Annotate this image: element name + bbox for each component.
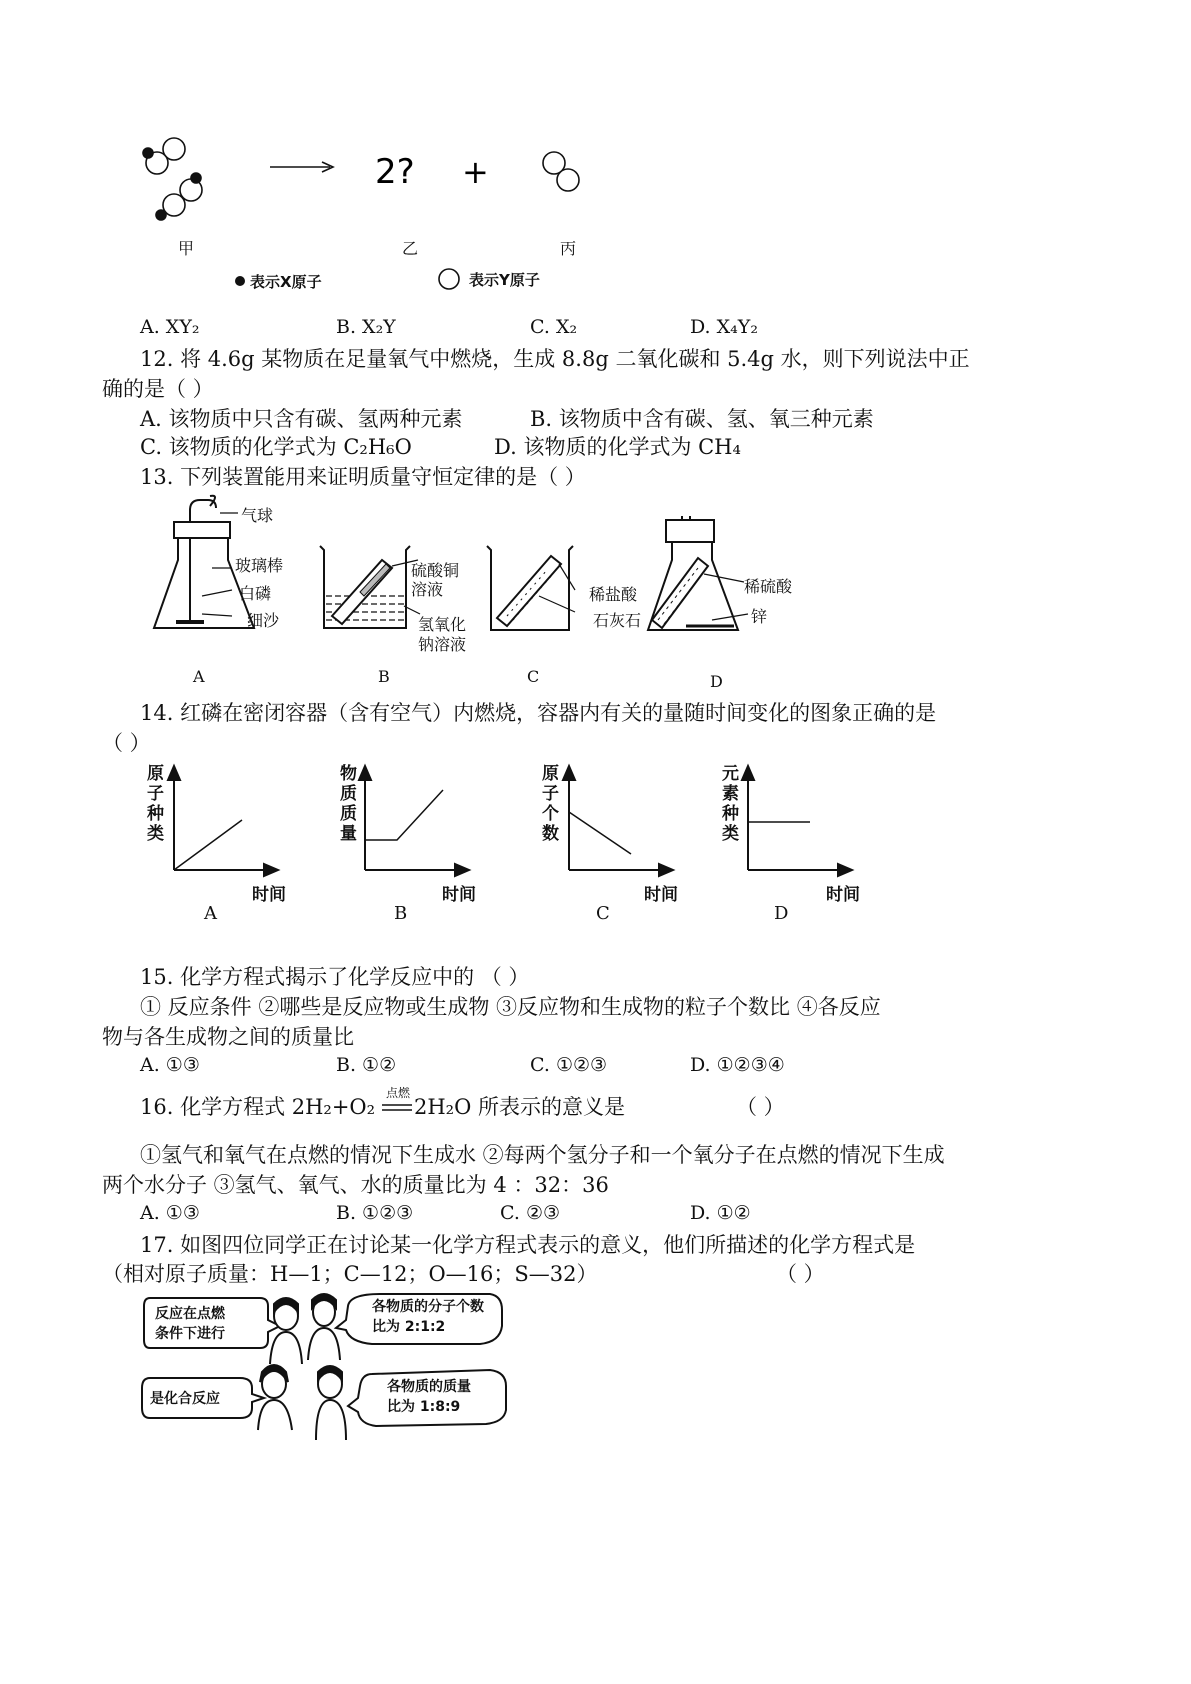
q12-stem-1: 12. 将 4.6g 某物质在足量氧气中燃烧，生成 8.8g 二氧化碳和 5.4g 水，则下列说法中正 [140,347,970,371]
q16-stem-eq: 2H₂O 所表示的意义是 [414,1095,625,1119]
bubble-4-line-2: 比为 1:8:9 [387,1399,461,1415]
q14-stem-1: 14. 红磷在密闭容器（含有空气）内燃烧，容器内有关的量随时间变化的图象正确的是 [140,701,937,725]
graph-a-line [174,820,242,870]
label-yi: 乙 [402,239,419,258]
graph-d-ylabel: 元素种类 [722,764,739,844]
middle-product: 2? [375,152,415,192]
label-cuso4-1: 硫酸铜 [411,561,460,580]
tag-c13: C [527,667,540,686]
label-naoh-1: 氢氧化 [418,615,467,634]
q11-option-d: D. X₄Y₂ [690,316,758,338]
label-cuso4-2: 溶液 [411,580,444,599]
label-hcl: 稀盐酸 [589,585,638,604]
q15-option-a: A. ①③ [140,1054,200,1076]
graph-c-xlabel: 时间 [644,885,678,905]
q15-line-2: ① 反应条件 ②哪些是反应物或生成物 ③反应物和生成物的粒子个数比 ④各反应 [140,995,881,1019]
q16-stem-lead: 16. 化学方程式 2H₂+O₂ [140,1095,376,1119]
q15-option-d: D. ①②③④ [690,1054,785,1076]
label-caco3: 石灰石 [593,611,642,630]
reactant-molecules [143,138,202,220]
q16-condition: 点燃 [386,1086,411,1100]
tag-d13: D [710,672,723,691]
graph-c-line [569,812,631,854]
q16-option-d: D. ①② [690,1202,751,1224]
graph-b-tag: B [394,903,408,924]
label-balloon: 气球 [241,506,274,525]
q17-stem-2: （相对原子质量：H—1；C—12；O—16；S—32） [102,1262,598,1286]
legend-y-text: 表示Y原子 [469,271,540,289]
bubble-4-line-1: 各物质的质量 [387,1379,471,1395]
bubble-2-line-2: 比为 2:1:2 [372,1319,446,1335]
bubble-1-line-2: 条件下进行 [155,1326,225,1342]
q15-line-3: 物与各生成物之间的质量比 [102,1025,354,1049]
graph-a-xlabel: 时间 [252,885,286,905]
plus-sign: + [462,153,489,191]
q12-option-b: B. 该物质中含有碳、氢、氧三种元素 [530,407,874,431]
q16-option-c: C. ②③ [500,1202,561,1224]
graph-c-ylabel: 原子个数 [542,764,559,844]
q17-stem-1: 17. 如图四位同学正在讨论某一化学方程式表示的意义，他们所描述的化学方程式是 [140,1233,916,1257]
label-naoh-2: 钠溶液 [418,635,467,654]
reaction-diagram [130,125,730,355]
graph-d-xlabel: 时间 [826,885,860,905]
tag-b13: B [378,667,390,686]
q16-option-b: B. ①②③ [336,1202,414,1224]
graph-b-ylabel: 物质质量 [340,764,357,844]
q15-option-c: C. ①②③ [530,1054,608,1076]
q16-equals-sign [382,1103,412,1113]
label-fine-sand: 细沙 [247,611,280,630]
bubble-2-line-1: 各物质的分子个数 [372,1299,484,1315]
student-4 [316,1366,346,1440]
label-zinc: 锌 [751,607,768,626]
student-2 [308,1294,340,1360]
bubble-3: 是化合反应 [150,1391,220,1407]
q12-option-d: D. 该物质的化学式为 CH₄ [494,435,741,459]
graph-c-tag: C [596,903,610,924]
student-1 [270,1298,302,1364]
q11-option-a: A. XY₂ [140,316,200,338]
q14-stem-2: （ ） [102,731,151,755]
label-h2so4: 稀硫酸 [744,577,793,596]
legend-x-text: 表示X原子 [250,273,322,291]
graph-a-tag: A [204,903,217,924]
q12-option-a: A. 该物质中只含有碳、氢两种元素 [140,407,463,431]
label-bing: 丙 [560,239,577,258]
q12-option-c: C. 该物质的化学式为 C₂H₆O [140,435,412,459]
label-glass-rod: 玻璃棒 [235,556,284,575]
q15-stem: 15. 化学方程式揭示了化学反应中的 （ ） [140,965,530,989]
q16-line-2: ①氢气和氧气在点燃的情况下生成水 ②每两个氢分子和一个氧分子在点燃的情况下生成 [140,1143,945,1167]
q16-option-a: A. ①③ [140,1202,200,1224]
q11-option-b: B. X₂Y [336,316,396,338]
graph-a-ylabel: 原子种类 [147,764,164,844]
q16-paren: （ ） [736,1095,785,1119]
product-molecule [543,152,579,191]
q12-stem-2: 确的是（ ） [102,377,214,401]
graph-b-line [365,790,443,840]
legend-x [235,276,245,286]
graph-d-tag: D [774,903,789,924]
q16-line-3: 两个水分子 ③氢气、氧气、水的质量比为 4 ：32：36 [102,1173,609,1197]
tag-a13: A [193,667,205,686]
q11-option-c: C. X₂ [530,316,578,338]
graph-b-xlabel: 时间 [442,885,476,905]
q17-paren: （ ） [776,1262,825,1286]
q15-option-b: B. ①② [336,1054,397,1076]
label-white-phosphorus: 白磷 [239,584,272,603]
label-jia: 甲 [178,239,195,258]
q13-stem: 13. 下列装置能用来证明质量守恒定律的是（ ） [140,465,586,489]
apparatus-d [646,516,756,636]
bubble-1-line-1: 反应在点燃 [155,1306,225,1322]
legend-y [439,269,459,289]
